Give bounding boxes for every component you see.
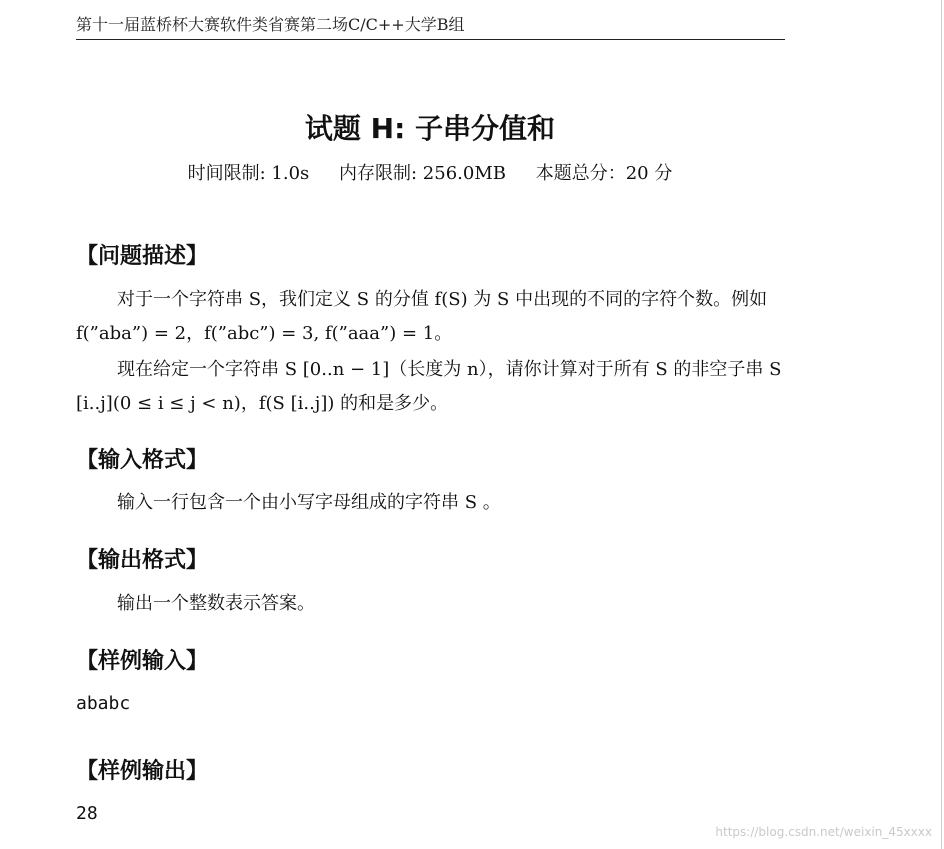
sample-input-value: ababc bbox=[76, 693, 131, 714]
description-heading: 【问题描述】 bbox=[76, 244, 209, 269]
score: 本题总分：20 分 bbox=[535, 163, 673, 184]
sample-input-heading: 【样例输入】 bbox=[76, 649, 209, 674]
problem-title: 试题 H: 子串分值和 bbox=[304, 112, 556, 145]
output-format-text: 输出一个整数表示答案。 bbox=[117, 593, 315, 614]
input-format-text: 输入一行包含一个由小写字母组成的字符串 S 。 bbox=[117, 492, 501, 513]
memory-limit: 内存限制: 256.0MB bbox=[339, 163, 506, 184]
time-limit: 时间限制: 1.0s bbox=[187, 163, 310, 184]
page-edge bbox=[941, 0, 942, 849]
output-format-heading: 【输出格式】 bbox=[76, 548, 209, 573]
sample-output-heading: 【样例输出】 bbox=[76, 759, 209, 784]
description-para-1: 对于一个字符串 S，我们定义 S 的分值 f(S) 为 S 中出现的不同的字符个数。例如 f(”aba”) = 2，f(”abc”) = 3, f(”aaa”) = 1。 bbox=[76, 289, 768, 344]
sample-output-value: 28 bbox=[76, 803, 98, 824]
description-para-2: 现在给定一个字符串 S [0..n − 1]（长度为 n），请你计算对于所有 S 的非空子串 S [i..j](0 ≤ i ≤ j < n)，f(S [i..j]) 的和是多少。 bbox=[76, 359, 782, 414]
input-format-heading: 【输入格式】 bbox=[76, 448, 209, 473]
problem-limits bbox=[0, 160, 860, 188]
running-header: 第十一届蓝桥杯大赛软件类省赛第二场C/C++大学B组 bbox=[76, 14, 785, 40]
watermark: https://blog.csdn.net/weixin_45xxxx bbox=[715, 825, 932, 839]
